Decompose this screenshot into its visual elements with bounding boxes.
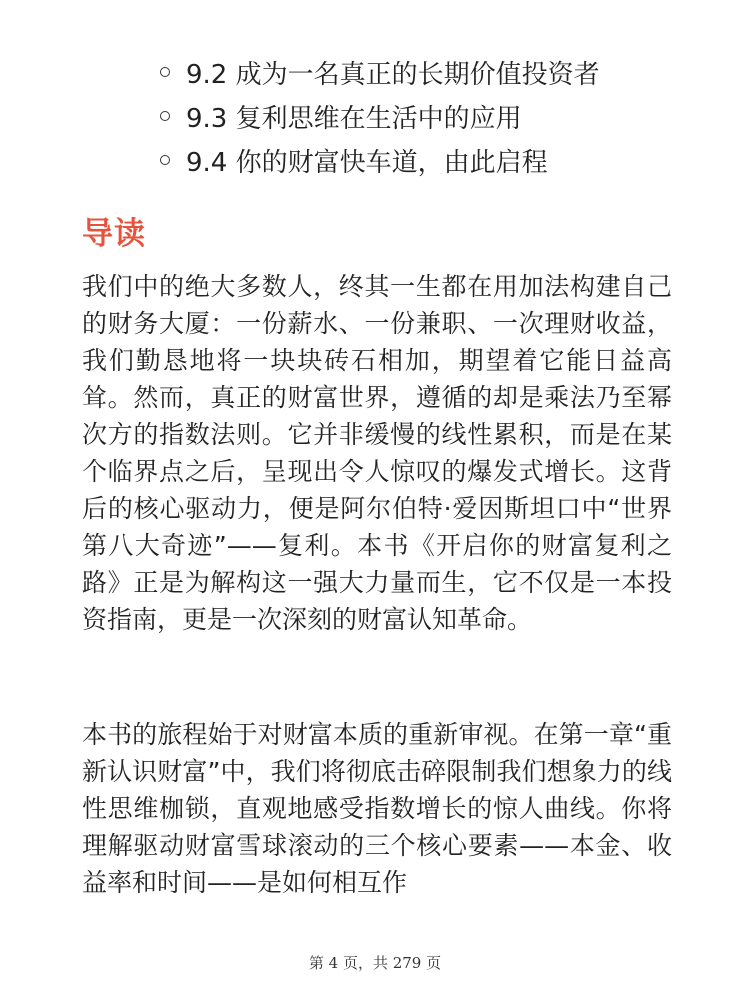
toc-item[interactable] xyxy=(160,50,600,94)
hollow-circle-bullet-icon xyxy=(160,111,170,121)
toc-list xyxy=(160,50,600,182)
toc-item-label: 9.2 成为一名真正的长期价值投资者 xyxy=(186,59,600,90)
toc-item[interactable] xyxy=(160,94,600,138)
hollow-circle-bullet-icon xyxy=(160,67,170,77)
hollow-circle-bullet-icon xyxy=(160,155,170,165)
toc-item-label: 9.3 复利思维在生活中的应用 xyxy=(186,103,522,134)
section-title: 导读 xyxy=(82,216,146,252)
body-paragraph: 本书的旅程始于对财富本质的重新审视。在第一章“重新认识财富”中，我们将彻底击碎限制我们想象力的线性思维枷锁，直观地感受指数增长的惊人曲线。你将理解驱动财富雪球滚动的三个核心要素——本金、收益率和时间——是如何相互作 xyxy=(82,720,672,897)
body-paragraph: 我们中的绝大多数人，终其一生都在用加法构建自己的财务大厦：一份薪水、一份兼职、一次理财收益，我们勤恳地将一块块砖石相加，期望着它能日益高耸。然而，真正的财富世界，遵循的却是乘法乃至幂次方的指数法则。它并非缓慢的线性累积，而是在某个临界点之后，呈现出令人惊叹的爆发式增长。这背后的核心驱动力，便是阿尔伯特·爱因斯坦口中“世界第八大奇迹”——复利。本书《开启你的财富复利之路》正是为解构这一强大力量而生，它不仅是一本投资指南，更是一次深刻的财富认知革命。 xyxy=(82,272,672,634)
toc-item[interactable] xyxy=(160,138,600,182)
page-number-footer: 第 4 页，共 279 页 xyxy=(308,954,442,972)
toc-item-label: 9.4 你的财富快车道，由此启程 xyxy=(186,147,548,178)
